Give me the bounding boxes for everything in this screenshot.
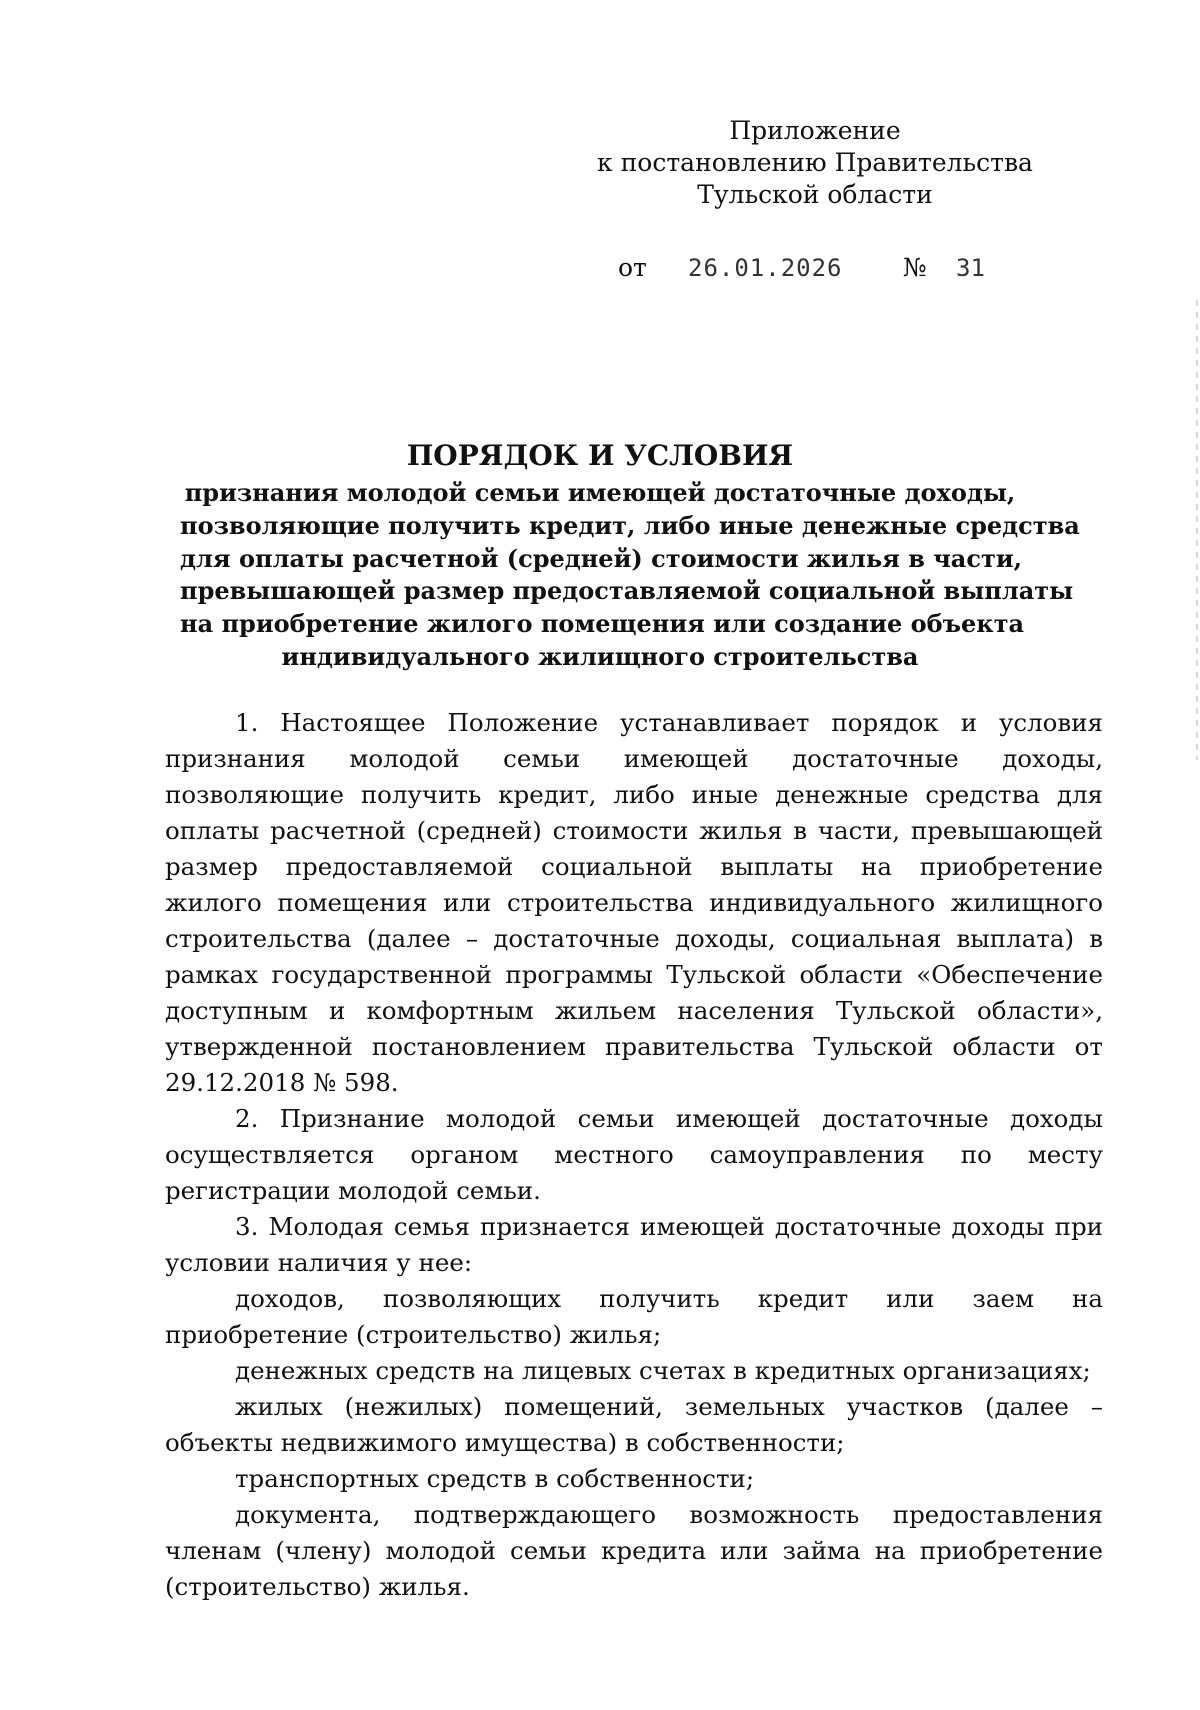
title-subtitle-line: признания молодой семьи имеющей достаточные доходы, [184,478,1016,507]
title-subtitle-line: на приобретение жилого помещения или создание объекта [180,609,1025,639]
condition-item: жилых (нежилых) помещений, земельных участков (далее – объекты недвижимого имущества) в собственности; [165,1392,1103,1457]
appendix-label: Приложение [729,116,901,145]
paragraph-1: 1. Настоящее Положение устанавливает порядок и условия признания молодой семьи имеющей достаточные доходы, позволяющие получить кредит, либо иные денежные средства для оплаты расчетной (средней) стоимости жилья в части, превышающей размер предоставляемой социальной выплаты на приобретение жилого помещения или строительства индивидуального жилищного строительства (далее – достаточные доходы, социальная выплата) в рамках государственной программы Тульской области «Обеспечение доступным и комфортным жильем населения Тульской области», утвержденной постановлением правительства Тульской области от 29.12.2018 № 598. [165,708,1103,1097]
appendix-region: Тульской области [697,180,933,209]
title-subtitle-line: превышающей размер предоставляемой социальной выплаты [180,576,1074,606]
condition-item: документа, подтверждающего возможность предоставления членам (члену) молодой семьи кредита или займа на приобретение (строительство) жилья. [165,1500,1103,1601]
paragraph-2: 2. Признание молодой семьи имеющей достаточные доходы осуществляется органом местного самоуправления по месту регистрации молодой семьи. [165,1104,1103,1205]
document-title [180,437,1080,674]
title-subtitle-line: индивидуального жилищного строительства [281,641,919,671]
condition-item: доходов, позволяющих получить кредит или заем на приобретение (строительство) жилья; [165,1284,1103,1349]
appendix-resolution-ref: к постановлению Правительства [597,148,1033,177]
document-body [165,705,1103,1605]
paragraph-3: 3. Молодая семья признается имеющей достаточные доходы при условии наличия у нее: [165,1212,1103,1277]
doc-date-label: от [618,253,647,282]
title-subtitle-line: позволяющие получить кредит, либо иные денежные средства [180,510,1080,540]
scan-edge-artifact [1196,300,1198,760]
title-subtitle-line: для оплаты расчетной (средней) стоимости жилья в части, [180,543,1022,573]
doc-date: 26.01.2026 [688,254,843,282]
doc-number: 31 [956,254,985,282]
doc-number-label: № [903,253,927,282]
title-main: ПОРЯДОК И УСЛОВИЯ [406,439,794,472]
appendix-header [597,115,1033,211]
condition-item: денежных средств на лицевых счетах в кредитных организациях; [235,1356,1091,1385]
condition-item: транспортных средств в собственности; [235,1464,755,1493]
